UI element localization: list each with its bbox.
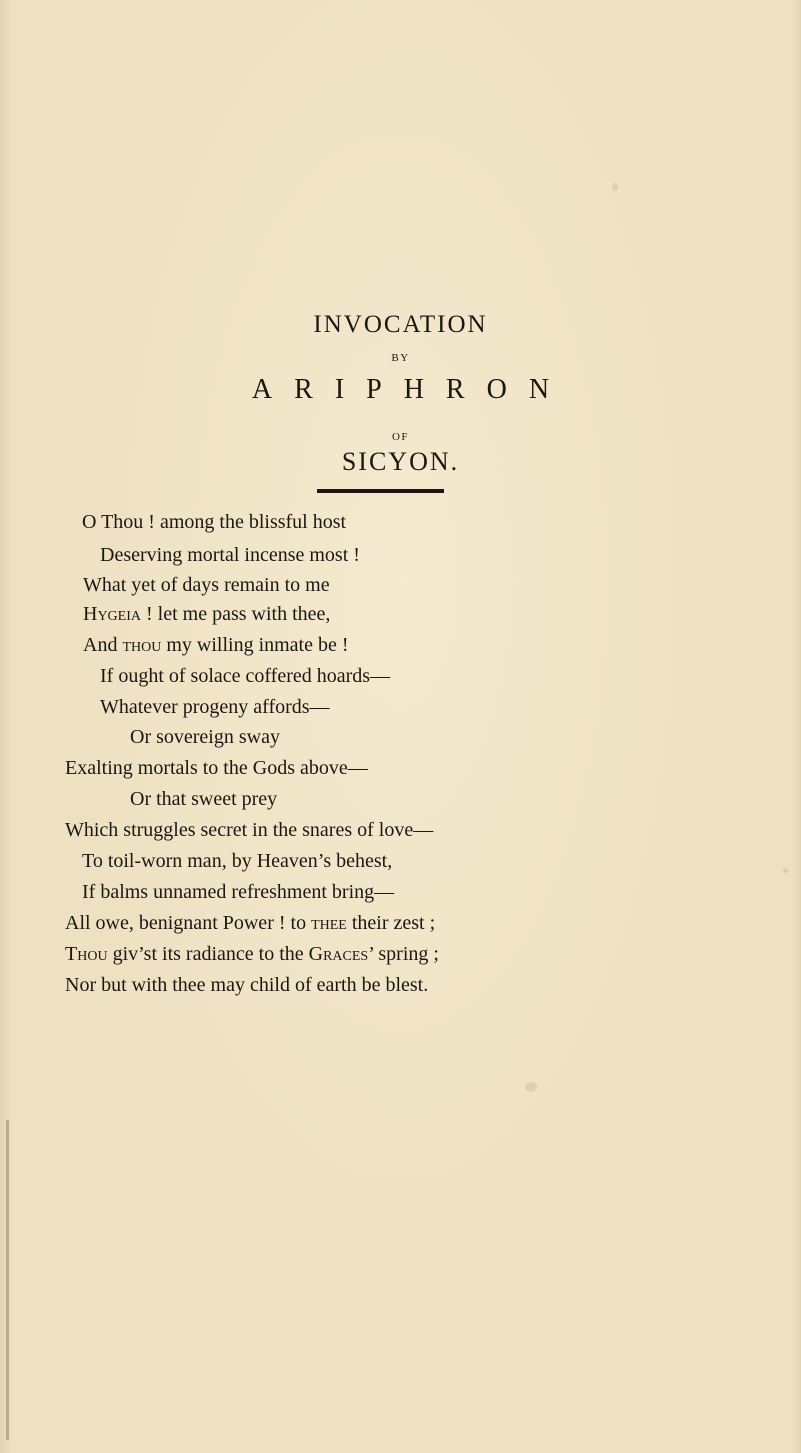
poem-line xyxy=(100,695,330,719)
poem-line-text: O Thou ! among the blissful host xyxy=(82,511,347,533)
poem-line xyxy=(65,942,439,966)
thou-word: Thou xyxy=(65,943,108,965)
poem-line-text: Deserving mortal incense most ! xyxy=(100,544,360,566)
title-rule xyxy=(317,489,444,493)
poem-line-text: If ought of solace coffered hoards— xyxy=(100,665,391,687)
poem-line xyxy=(130,725,280,749)
poem-line xyxy=(83,602,330,626)
poem-line-text: their zest ; xyxy=(346,912,436,934)
thee-word: thee xyxy=(311,912,347,934)
poem-line-text: If balms unnamed refreshment bring— xyxy=(82,881,395,903)
author-name: ARIPHRON xyxy=(251,374,572,405)
binding-edge xyxy=(6,1120,9,1440)
paper-stain xyxy=(612,183,618,191)
poem-line-text: ’ spring ; xyxy=(368,943,439,965)
poem-line xyxy=(130,787,277,811)
poem-line-text: my willing inmate be ! xyxy=(161,634,349,656)
poem-line xyxy=(65,818,433,842)
poem-line-text: What yet of days remain to me xyxy=(83,574,330,596)
by-label: BY xyxy=(391,352,410,364)
poem-line-text: Or that sweet prey xyxy=(130,788,278,810)
place-name: SICYON. xyxy=(341,447,460,476)
poem-line xyxy=(65,756,368,780)
poem-line-text: All owe, benignant Power ! to xyxy=(65,912,312,934)
poem-line-text: giv’st its radiance to the xyxy=(107,943,309,965)
poem-line xyxy=(65,973,428,997)
poem-line-text: Which struggles secret in the snares of love— xyxy=(65,819,434,841)
poem xyxy=(0,510,801,1120)
thou-word: thou xyxy=(122,634,162,656)
poem-line xyxy=(100,664,390,688)
of-label: OF xyxy=(391,431,410,443)
poem-line xyxy=(83,633,349,657)
graces-word: Graces xyxy=(308,943,369,965)
poem-line xyxy=(83,573,330,597)
poem-line-text: To toil-worn man, by Heaven’s behest, xyxy=(82,850,393,872)
poem-line-text: Nor but with thee may child of earth be blest. xyxy=(65,974,429,996)
poem-line-text: And xyxy=(83,634,123,656)
hygeia-name: Hygeia xyxy=(83,603,141,625)
poem-line xyxy=(100,543,360,567)
poem-line-text: Exalting mortals to the Gods above— xyxy=(65,757,368,779)
poem-line xyxy=(82,880,394,904)
poem-line xyxy=(82,849,392,873)
poem-line-text: Or sovereign sway xyxy=(130,726,280,748)
poem-line-text: ! let me pass with thee, xyxy=(141,603,331,625)
poem-line-text: Whatever progeny affords— xyxy=(100,696,330,718)
poem-line xyxy=(82,510,346,534)
invocation-title: INVOCATION xyxy=(313,311,488,338)
poem-line xyxy=(65,911,435,935)
